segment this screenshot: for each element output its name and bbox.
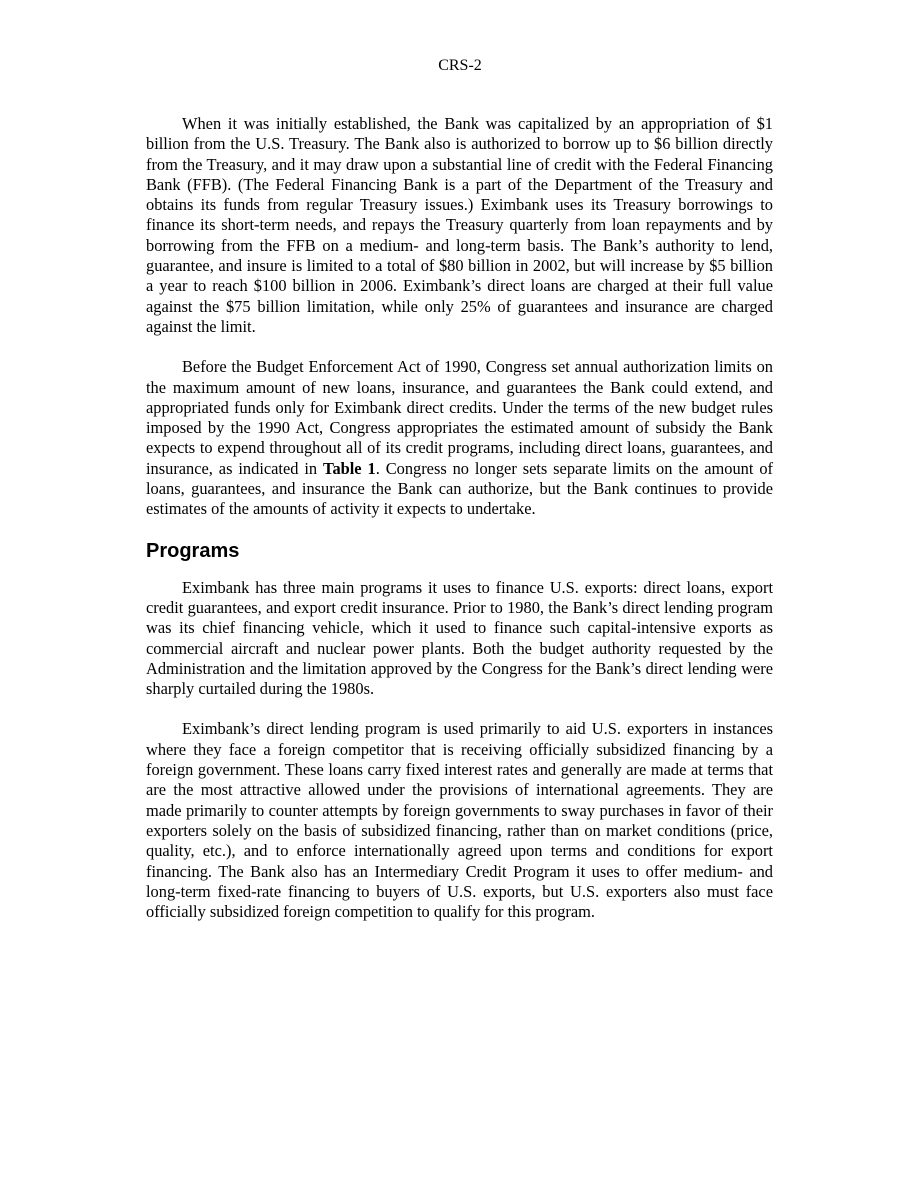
document-body [146,114,773,922]
paragraph-main-programs: Eximbank has three main programs it uses to finance U.S. exports: direct loans, export credit guarantees, and export credit insurance. Prior to 1980, the Bank’s direct lending program was its chief financing vehicle, which it used to finance such capital-intensive exports as commercial aircraft and nuclear power plants. Both the budget authority requested by the Administration and the limitation approved by the Congress for the Bank’s direct lending were sharply curtailed during the 1980s. [146,577,773,699]
paragraph-budget-text-after: . Congress no longer sets separate limits on the amount of loans, guarantees, and insurance the Bank can authorize, but the Bank continues to provide estimates of the amounts of activity it expects to undertake. [146,458,773,519]
paragraph-budget-enforcement [146,357,773,519]
section-heading-programs: Programs [146,539,240,562]
paragraph-direct-lending: Eximbank’s direct lending program is used primarily to aid U.S. exporters in instances where they face a foreign competitor that is receiving officially subsidized financing by a foreign government. These loans carry fixed interest rates and generally are made at terms that are the most attractive allowed under the provisions of international agreements. They are made primarily to counter attempts by foreign governments to sway purchases in favor of their exporters solely on the basis of subsidized financing, rather than on market conditions (price, quality, etc.), and to enforce internationally agreed upon terms and conditions for export financing. The Bank also has an Intermediary Credit Program it uses to offer medium- and long-term fixed-rate financing to buyers of U.S. exports, but U.S. exporters also must face officially subsidized foreign competition to qualify for this program. [146,719,773,922]
table-reference: Table 1 [323,458,376,478]
page-header: CRS-2 [438,57,482,74]
paragraph-budget-text-before: Before the Budget Enforcement Act of 1990, Congress set annual authorization limits on the maximum amount of new loans, insurance, and guarantees the Bank could extend, and appropriated funds only for Eximbank direct credits. Under the terms of the new budget rules imposed by the 1990 Act, Congress appropriates the estimated amount of subsidy the Bank expects to expend throughout all of its credit programs, including direct loans, guarantees, and insurance, as indicated in [146,357,773,478]
paragraph-capitalization: When it was initially established, the Bank was capitalized by an appropriation of $1 billion from the U.S. Treasury. The Bank also is authorized to borrow up to $6 billion directly from the Treasury, and it may draw upon a substantial line of credit with the Federal Financing Bank (FFB). (The Federal Financing Bank is a part of the Department of the Treasury and obtains its funds from regular Treasury issues.) Eximbank uses its Treasury borrowings to finance its short-term needs, and repays the Treasury quarterly from loan repayments and by borrowing from the FFB on a medium- and long-term basis. The Bank’s authority to lend, guarantee, and insure is limited to a total of $80 billion in 2002, but will increase by $5 billion a year to reach $100 billion in 2006. Eximbank’s direct loans are charged at their full value against the $75 billion limitation, while only 25% of guarantees and insurance are charged against the limit. [146,114,773,336]
